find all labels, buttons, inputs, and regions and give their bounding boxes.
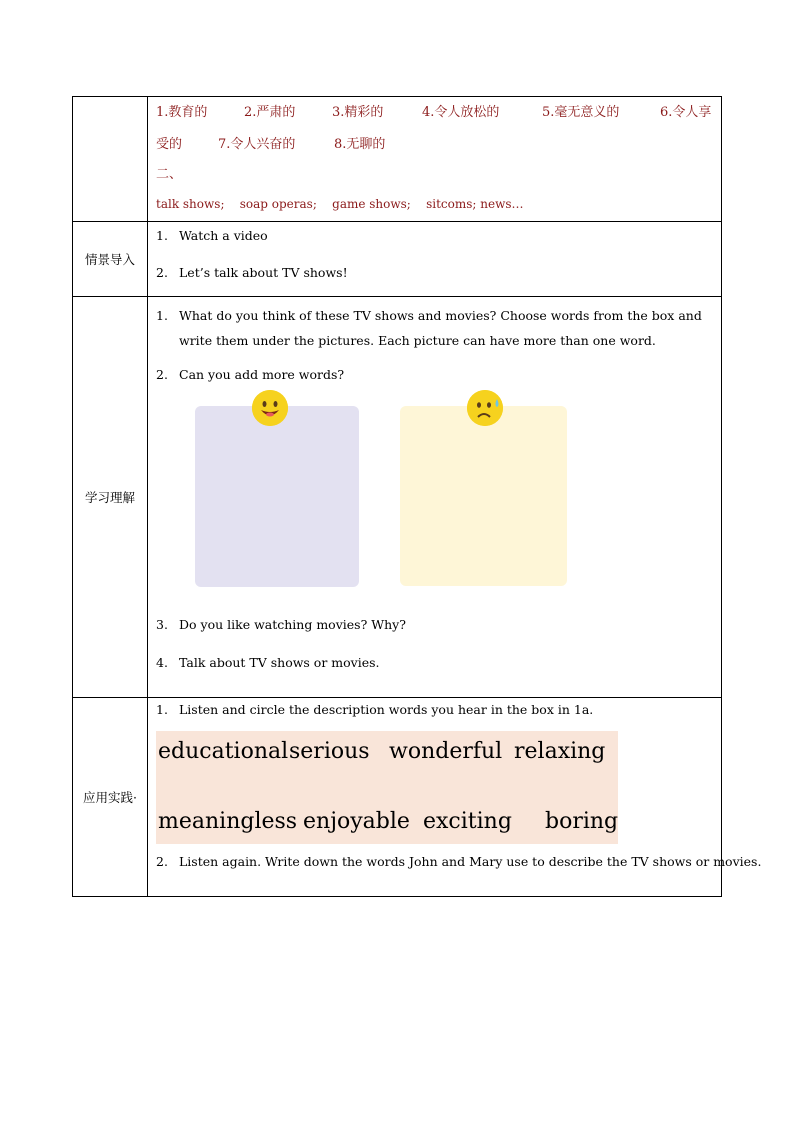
picture-card-right xyxy=(400,406,567,586)
intro-item-1: 1. Watch a video xyxy=(156,228,268,243)
vocab-row xyxy=(73,97,722,222)
intro-item-2: 2. Let’s talk about TV shows! xyxy=(156,265,348,280)
picture-card-left xyxy=(195,406,359,587)
word-relaxing: relaxing xyxy=(514,739,606,764)
sad-sweating-face-icon xyxy=(467,390,503,426)
vocab-word: 2.严肃的 xyxy=(244,105,296,120)
practice-cell xyxy=(148,698,762,897)
description-word-box xyxy=(156,731,618,844)
smiling-face-icon xyxy=(252,390,288,426)
picture-area xyxy=(156,382,715,617)
practice-row xyxy=(73,698,722,897)
vocab-word: 8.无聊的 xyxy=(334,137,386,152)
word-enjoyable: enjoyable xyxy=(303,809,410,834)
vocab-label-cell xyxy=(73,97,148,222)
vocab-word: 4.令人放松的 xyxy=(422,105,500,120)
vocab-word: 6.令人享 xyxy=(660,105,712,120)
study-row xyxy=(73,297,722,698)
vocab-word: 3.精彩的 xyxy=(332,105,384,120)
word-meaningless: meaningless xyxy=(158,809,298,834)
lesson-table xyxy=(72,96,762,897)
word-wonderful: wonderful xyxy=(389,739,503,764)
word-exciting: exciting xyxy=(423,809,512,834)
tv-types-line: talk shows; soap operas; game shows; sitcoms; news… xyxy=(156,197,524,211)
study-item-4: 4. Talk about TV shows or movies. xyxy=(156,655,380,670)
intro-row xyxy=(73,222,722,297)
vocab-word: 受的 xyxy=(156,137,183,152)
vocab-word: 1.教育的 xyxy=(156,105,208,120)
practice-item-1: 1. Listen and circle the description words you hear in the box in 1a. xyxy=(156,702,594,717)
practice-label: 应用实践· xyxy=(73,698,148,897)
word-serious: serious xyxy=(289,739,370,764)
intro-cell xyxy=(148,222,722,297)
word-boring: boring xyxy=(545,809,619,834)
study-label: 学习理解 xyxy=(73,297,148,698)
vocab-cell xyxy=(148,97,722,222)
study-item-3: 3. Do you like watching movies? Why? xyxy=(156,617,406,632)
section-two-heading: 二、 xyxy=(156,167,183,182)
study-item-1: 1. What do you think of these TV shows and movies? Choose words from the box and write them under the pictures. Each picture can have more than one word. xyxy=(156,308,702,348)
vocab-line-2 xyxy=(156,129,715,161)
study-item-2: 2. Can you add more words? xyxy=(156,367,345,382)
vocab-word: 7.令人兴奋的 xyxy=(218,137,296,152)
intro-label: 情景导入 xyxy=(73,222,148,297)
vocab-line-1 xyxy=(156,97,715,129)
practice-item-2: 2. Listen again. Write down the words John and Mary use to describe the TV shows or movies. xyxy=(156,854,762,869)
word-educational: educational xyxy=(158,739,289,764)
vocab-word: 5.毫无意义的 xyxy=(542,105,620,120)
study-cell xyxy=(148,297,722,698)
